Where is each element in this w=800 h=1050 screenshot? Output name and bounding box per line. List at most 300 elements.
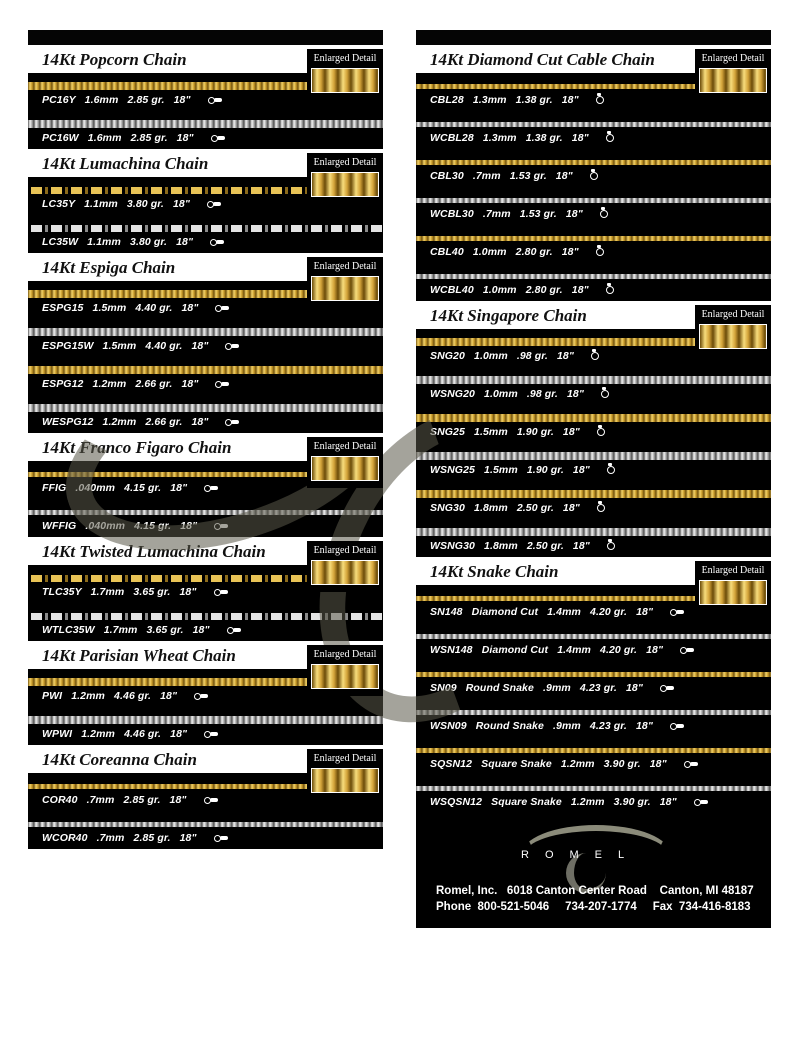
chain-weight: 4.46 gr.: [124, 728, 162, 740]
product-code: ESPG12: [42, 378, 84, 390]
chain-weight: 2.80 gr.: [525, 284, 563, 296]
chain-length: 18": [191, 340, 209, 352]
section-title: 14Kt Diamond Cut Cable Chain: [416, 45, 771, 73]
chain-row: [416, 187, 771, 225]
chain-weight: 3.80 gr.: [126, 198, 164, 210]
chain-row: [416, 775, 771, 813]
chain-spec: [430, 350, 605, 362]
chain-spec: [42, 586, 228, 598]
lobster-clasp-icon: [211, 134, 225, 142]
chain-size: .040mm: [85, 520, 126, 532]
product-code: CBL28: [430, 94, 464, 106]
chain-weight: 3.80 gr.: [130, 236, 167, 248]
enlarged-detail-label: Enlarged Detail: [313, 53, 377, 64]
section-title: 14Kt Popcorn Chain: [28, 45, 383, 73]
chain-image: [416, 274, 771, 279]
enlarged-chain-image: [311, 768, 379, 793]
chain-size: 1.4mm: [557, 644, 591, 656]
chain-weight: 3.90 gr.: [613, 796, 651, 808]
enlarged-detail: [695, 561, 771, 612]
chain-image: [416, 160, 771, 165]
product-code: LC35Y: [42, 198, 75, 210]
chain-length: 18": [192, 624, 210, 636]
chain-length: 18": [181, 378, 199, 390]
chain-image: [416, 198, 771, 203]
chain-image: [416, 672, 771, 677]
chain-section: [28, 433, 383, 537]
chain-spec: [430, 426, 611, 438]
lobster-clasp-icon: [214, 522, 228, 530]
lobster-clasp-icon: [227, 626, 241, 634]
chain-length: 18": [181, 302, 199, 314]
product-code: ESPG15: [42, 302, 84, 314]
chain-row: [28, 707, 383, 745]
enlarged-detail: [307, 749, 383, 800]
spring-ring-clasp-icon: [596, 248, 610, 256]
chain-size: 1.1mm: [87, 236, 121, 248]
chain-spec: [430, 464, 621, 476]
chain-size: 1.5mm: [474, 426, 508, 438]
product-code: LC35W: [42, 236, 79, 248]
lobster-clasp-icon: [660, 684, 674, 692]
chain-row: [416, 443, 771, 481]
chain-type: Round Snake: [465, 682, 534, 694]
chain-spec: [42, 794, 218, 806]
enlarged-detail: [307, 49, 383, 100]
chain-section: [416, 301, 771, 557]
chain-image: [28, 366, 383, 374]
chain-type: Square Snake: [481, 758, 552, 770]
chain-length: 18": [160, 690, 178, 702]
left-column: [28, 30, 383, 849]
chain-length: 18": [170, 728, 188, 740]
lobster-clasp-icon: [225, 418, 239, 426]
enlarged-chain-image: [699, 580, 767, 605]
chain-length: 18": [179, 586, 197, 598]
chain-size: .7mm: [96, 832, 125, 844]
chain-weight: 4.23 gr.: [579, 682, 617, 694]
enlarged-chain-image: [699, 68, 767, 93]
chain-section: [28, 641, 383, 745]
chain-section: [28, 149, 383, 253]
chain-spec: [42, 416, 239, 428]
chain-spec: [42, 832, 228, 844]
chain-size: 1.5mm: [102, 340, 137, 352]
chain-spec: [42, 340, 239, 352]
lobster-clasp-icon: [225, 342, 239, 350]
chain-row: [416, 737, 771, 775]
chain-image: [416, 236, 771, 241]
top-bar: [28, 30, 383, 45]
lobster-clasp-icon: [670, 608, 684, 616]
chain-size: .9mm: [543, 682, 571, 694]
chain-spec: [42, 378, 229, 390]
enlarged-detail-label: Enlarged Detail: [313, 649, 377, 660]
chain-spec: [430, 720, 684, 732]
spring-ring-clasp-icon: [601, 390, 615, 398]
chain-weight: 4.40 gr.: [135, 302, 173, 314]
chain-spec: [42, 624, 241, 636]
product-code: PC16W: [42, 132, 79, 144]
chain-weight: 4.23 gr.: [589, 720, 627, 732]
chain-weight: 4.15 gr.: [134, 520, 172, 532]
chain-length: 18": [555, 170, 573, 182]
chain-weight: 4.20 gr.: [600, 644, 638, 656]
chain-weight: 1.90 gr.: [516, 426, 554, 438]
chain-length: 18": [571, 284, 589, 296]
enlarged-detail: [695, 49, 771, 100]
chain-length: 18": [636, 606, 654, 618]
chain-size: 1.5mm: [484, 464, 518, 476]
enlarged-detail-label: Enlarged Detail: [313, 157, 377, 168]
chain-row: [28, 811, 383, 849]
chain-length: 18": [172, 198, 190, 210]
chain-weight: 1.90 gr.: [526, 464, 564, 476]
chain-size: .040mm: [75, 482, 116, 494]
enlarged-detail-label: Enlarged Detail: [313, 261, 377, 272]
chain-spec: [430, 682, 674, 694]
chain-row: [416, 263, 771, 301]
chain-length: 18": [649, 758, 667, 770]
enlarged-detail-label: Enlarged Detail: [701, 565, 765, 576]
product-code: WCBL28: [430, 132, 474, 144]
product-code: CBL40: [430, 246, 464, 258]
lobster-clasp-icon: [215, 380, 229, 388]
chain-row: [28, 111, 383, 149]
chain-size: 1.8mm: [474, 502, 508, 514]
section-title: 14Kt Parisian Wheat Chain: [28, 641, 383, 669]
chain-size: 1.8mm: [484, 540, 518, 552]
chain-length: 18": [565, 208, 583, 220]
chain-weight: 4.20 gr.: [590, 606, 628, 618]
company-logo: ROMEL: [521, 849, 641, 861]
chain-image: [416, 634, 771, 639]
product-code: WSQSN12: [430, 796, 483, 808]
chain-weight: 2.85 gr.: [133, 832, 171, 844]
chain-row: [416, 661, 771, 699]
chain-spec: [430, 502, 611, 514]
spring-ring-clasp-icon: [607, 542, 621, 550]
chain-size: 1.0mm: [474, 350, 508, 362]
chain-image: [416, 414, 771, 422]
chain-row: [416, 225, 771, 263]
chain-spec: [42, 482, 218, 494]
product-code: SNG25: [430, 426, 465, 438]
spring-ring-clasp-icon: [597, 504, 611, 512]
product-code: WSNG25: [430, 464, 475, 476]
chain-spec: [430, 758, 698, 770]
chain-size: 1.0mm: [472, 246, 507, 258]
chain-size: 1.2mm: [570, 796, 605, 808]
top-bar: [416, 30, 771, 45]
chain-row: [416, 367, 771, 405]
company-address: Romel, Inc. 6018 Canton Center Road Canton, MI 48187: [436, 885, 754, 897]
spring-ring-clasp-icon: [596, 96, 610, 104]
chain-row: [416, 623, 771, 661]
lobster-clasp-icon: [214, 588, 228, 596]
chain-size: 1.4mm: [547, 606, 581, 618]
product-code: WESPG12: [42, 416, 94, 428]
chain-spec: [430, 284, 620, 296]
enlarged-detail: [307, 153, 383, 204]
product-code: WTLC35W: [42, 624, 95, 636]
chain-size: 1.7mm: [103, 624, 138, 636]
chain-type: Diamond Cut: [481, 644, 549, 656]
lobster-clasp-icon: [214, 834, 228, 842]
chain-spec: [430, 246, 610, 258]
product-code: PC16Y: [42, 94, 76, 106]
chain-row: [28, 215, 383, 253]
chain-image: [416, 710, 771, 715]
product-code: WSNG20: [430, 388, 475, 400]
chain-row: [28, 319, 383, 357]
chain-length: 18": [571, 132, 589, 144]
chain-length: 18": [561, 246, 579, 258]
product-code: TLC35Y: [42, 586, 82, 598]
chain-weight: 1.38 gr.: [515, 94, 553, 106]
chain-spec: [430, 94, 610, 106]
chain-size: .7mm: [482, 208, 511, 220]
chain-length: 18": [176, 132, 194, 144]
chain-row: [28, 499, 383, 537]
chain-length: 18": [635, 720, 653, 732]
chain-size: 1.2mm: [81, 728, 115, 740]
chain-size: 1.7mm: [90, 586, 125, 598]
chain-weight: .98 gr.: [526, 388, 558, 400]
spring-ring-clasp-icon: [606, 134, 620, 142]
product-code: ESPG15W: [42, 340, 94, 352]
lobster-clasp-icon: [207, 200, 221, 208]
enlarged-chain-image: [311, 456, 379, 481]
chain-size: 1.2mm: [102, 416, 137, 428]
chain-image: [416, 786, 771, 791]
chain-row: [416, 519, 771, 557]
chain-size: 1.2mm: [560, 758, 595, 770]
chain-weight: 2.66 gr.: [135, 378, 173, 390]
section-title: 14Kt Franco Figaro Chain: [28, 433, 383, 461]
lobster-clasp-icon: [215, 304, 229, 312]
product-code: SQSN12: [430, 758, 473, 770]
chain-spec: [430, 606, 684, 618]
chain-section: [416, 45, 771, 301]
chain-image: [28, 613, 383, 620]
product-code: COR40: [42, 794, 78, 806]
product-code: SNG30: [430, 502, 465, 514]
chain-size: 1.3mm: [482, 132, 517, 144]
chain-length: 18": [556, 350, 574, 362]
chain-length: 18": [173, 94, 191, 106]
chain-length: 18": [562, 426, 580, 438]
chain-length: 18": [625, 682, 643, 694]
chain-spec: [42, 690, 208, 702]
chain-row: [416, 481, 771, 519]
spring-ring-clasp-icon: [591, 352, 605, 360]
chain-weight: 1.53 gr.: [509, 170, 547, 182]
enlarged-chain-image: [311, 664, 379, 689]
chain-row: [28, 603, 383, 641]
product-code: SN148: [430, 606, 463, 618]
chain-spec: [42, 198, 221, 210]
enlarged-chain-image: [699, 324, 767, 349]
chain-spec: [42, 728, 218, 740]
lobster-clasp-icon: [204, 730, 218, 738]
chain-type: Square Snake: [491, 796, 562, 808]
lobster-clasp-icon: [680, 646, 694, 654]
product-code: WSN148: [430, 644, 473, 656]
enlarged-detail: [307, 645, 383, 696]
product-code: PWI: [42, 690, 63, 702]
enlarged-chain-image: [311, 560, 379, 585]
enlarged-detail-label: Enlarged Detail: [701, 53, 765, 64]
chain-weight: .98 gr.: [516, 350, 548, 362]
chain-weight: 2.85 gr.: [123, 794, 161, 806]
chain-image: [416, 490, 771, 498]
chain-weight: 2.85 gr.: [130, 132, 168, 144]
chain-size: .7mm: [472, 170, 501, 182]
chain-size: .7mm: [86, 794, 115, 806]
product-code: WCOR40: [42, 832, 88, 844]
product-code: WFFIG: [42, 520, 77, 532]
chain-spec: [42, 302, 229, 314]
chain-length: 18": [176, 236, 194, 248]
chain-spec: [430, 132, 620, 144]
chain-section: [28, 253, 383, 433]
chain-type: Diamond Cut: [471, 606, 539, 618]
chain-type: Round Snake: [475, 720, 544, 732]
product-code: WCBL30: [430, 208, 474, 220]
chain-weight: 2.50 gr.: [526, 540, 564, 552]
chain-image: [28, 510, 383, 515]
chain-weight: 4.46 gr.: [114, 690, 152, 702]
chain-length: 18": [179, 832, 197, 844]
chain-weight: 1.53 gr.: [519, 208, 557, 220]
chain-spec: [42, 94, 222, 106]
chain-length: 18": [572, 540, 590, 552]
chain-weight: 3.90 gr.: [603, 758, 641, 770]
chain-spec: [430, 644, 694, 656]
section-title: 14Kt Espiga Chain: [28, 253, 383, 281]
product-code: WSN09: [430, 720, 467, 732]
product-code: WCBL40: [430, 284, 474, 296]
product-code: CBL30: [430, 170, 464, 182]
lobster-clasp-icon: [204, 484, 218, 492]
chain-weight: 2.50 gr.: [516, 502, 554, 514]
enlarged-detail: [695, 305, 771, 356]
product-code: FFIG: [42, 482, 67, 494]
chain-image: [28, 716, 383, 724]
lobster-clasp-icon: [670, 722, 684, 730]
chain-weight: 3.65 gr.: [133, 586, 171, 598]
chain-image: [28, 328, 383, 336]
chain-image: [416, 376, 771, 384]
chain-length: 18": [562, 502, 580, 514]
chain-spec: [430, 170, 604, 182]
chain-length: 18": [566, 388, 584, 400]
chain-spec: [430, 208, 614, 220]
chain-spec: [42, 520, 228, 532]
chain-weight: 1.38 gr.: [525, 132, 563, 144]
company-footer: [416, 813, 771, 928]
chain-size: 1.6mm: [87, 132, 122, 144]
chain-spec: [430, 796, 708, 808]
chain-image: [28, 120, 383, 128]
chain-length: 18": [572, 464, 590, 476]
enlarged-detail-label: Enlarged Detail: [313, 753, 377, 764]
chain-image: [28, 822, 383, 827]
chain-size: 1.2mm: [71, 690, 105, 702]
chain-length: 18": [169, 794, 187, 806]
chain-length: 18": [191, 416, 209, 428]
chain-spec: [430, 388, 615, 400]
chain-spec: [42, 132, 225, 144]
enlarged-detail-label: Enlarged Detail: [313, 441, 377, 452]
enlarged-detail: [307, 437, 383, 488]
chain-section: [28, 45, 383, 149]
chain-size: 1.0mm: [484, 388, 518, 400]
chain-length: 18": [646, 644, 664, 656]
chain-length: 18": [561, 94, 579, 106]
enlarged-detail: [307, 541, 383, 592]
chain-image: [416, 122, 771, 127]
spring-ring-clasp-icon: [607, 466, 621, 474]
chain-row: [416, 149, 771, 187]
chain-row: [28, 395, 383, 433]
product-code: WPWI: [42, 728, 73, 740]
chain-weight: 4.15 gr.: [124, 482, 162, 494]
product-code: SNG20: [430, 350, 465, 362]
section-title: 14Kt Lumachina Chain: [28, 149, 383, 177]
chain-size: 1.5mm: [92, 302, 127, 314]
chain-image: [416, 748, 771, 753]
chain-size: 1.1mm: [84, 198, 118, 210]
chain-section: [28, 537, 383, 641]
chain-length: 18": [659, 796, 677, 808]
section-title: 14Kt Snake Chain: [416, 557, 771, 585]
enlarged-chain-image: [311, 276, 379, 301]
chain-row: [416, 699, 771, 737]
spring-ring-clasp-icon: [590, 172, 604, 180]
enlarged-chain-image: [311, 68, 379, 93]
lobster-clasp-icon: [208, 96, 222, 104]
enlarged-detail-label: Enlarged Detail: [313, 545, 377, 556]
product-code: WSNG30: [430, 540, 475, 552]
chain-image: [28, 404, 383, 412]
chain-weight: 2.85 gr.: [127, 94, 165, 106]
chain-size: 1.2mm: [92, 378, 127, 390]
chain-size: 1.6mm: [84, 94, 119, 106]
enlarged-detail-label: Enlarged Detail: [701, 309, 765, 320]
chain-section: [28, 745, 383, 849]
spring-ring-clasp-icon: [600, 210, 614, 218]
lobster-clasp-icon: [194, 692, 208, 700]
chain-image: [416, 528, 771, 536]
chain-image: [28, 225, 383, 232]
chain-length: 18": [170, 482, 188, 494]
chain-row: [416, 405, 771, 443]
lobster-clasp-icon: [694, 798, 708, 806]
lobster-clasp-icon: [684, 760, 698, 768]
chain-length: 18": [180, 520, 198, 532]
right-column: [416, 30, 771, 928]
chain-spec: [430, 540, 621, 552]
lobster-clasp-icon: [204, 796, 218, 804]
chain-weight: 2.80 gr.: [515, 246, 553, 258]
chain-size: 1.3mm: [472, 94, 507, 106]
section-title: 14Kt Singapore Chain: [416, 301, 771, 329]
chain-weight: 3.65 gr.: [146, 624, 184, 636]
spring-ring-clasp-icon: [606, 286, 620, 294]
section-title: 14Kt Twisted Lumachina Chain: [28, 537, 383, 565]
